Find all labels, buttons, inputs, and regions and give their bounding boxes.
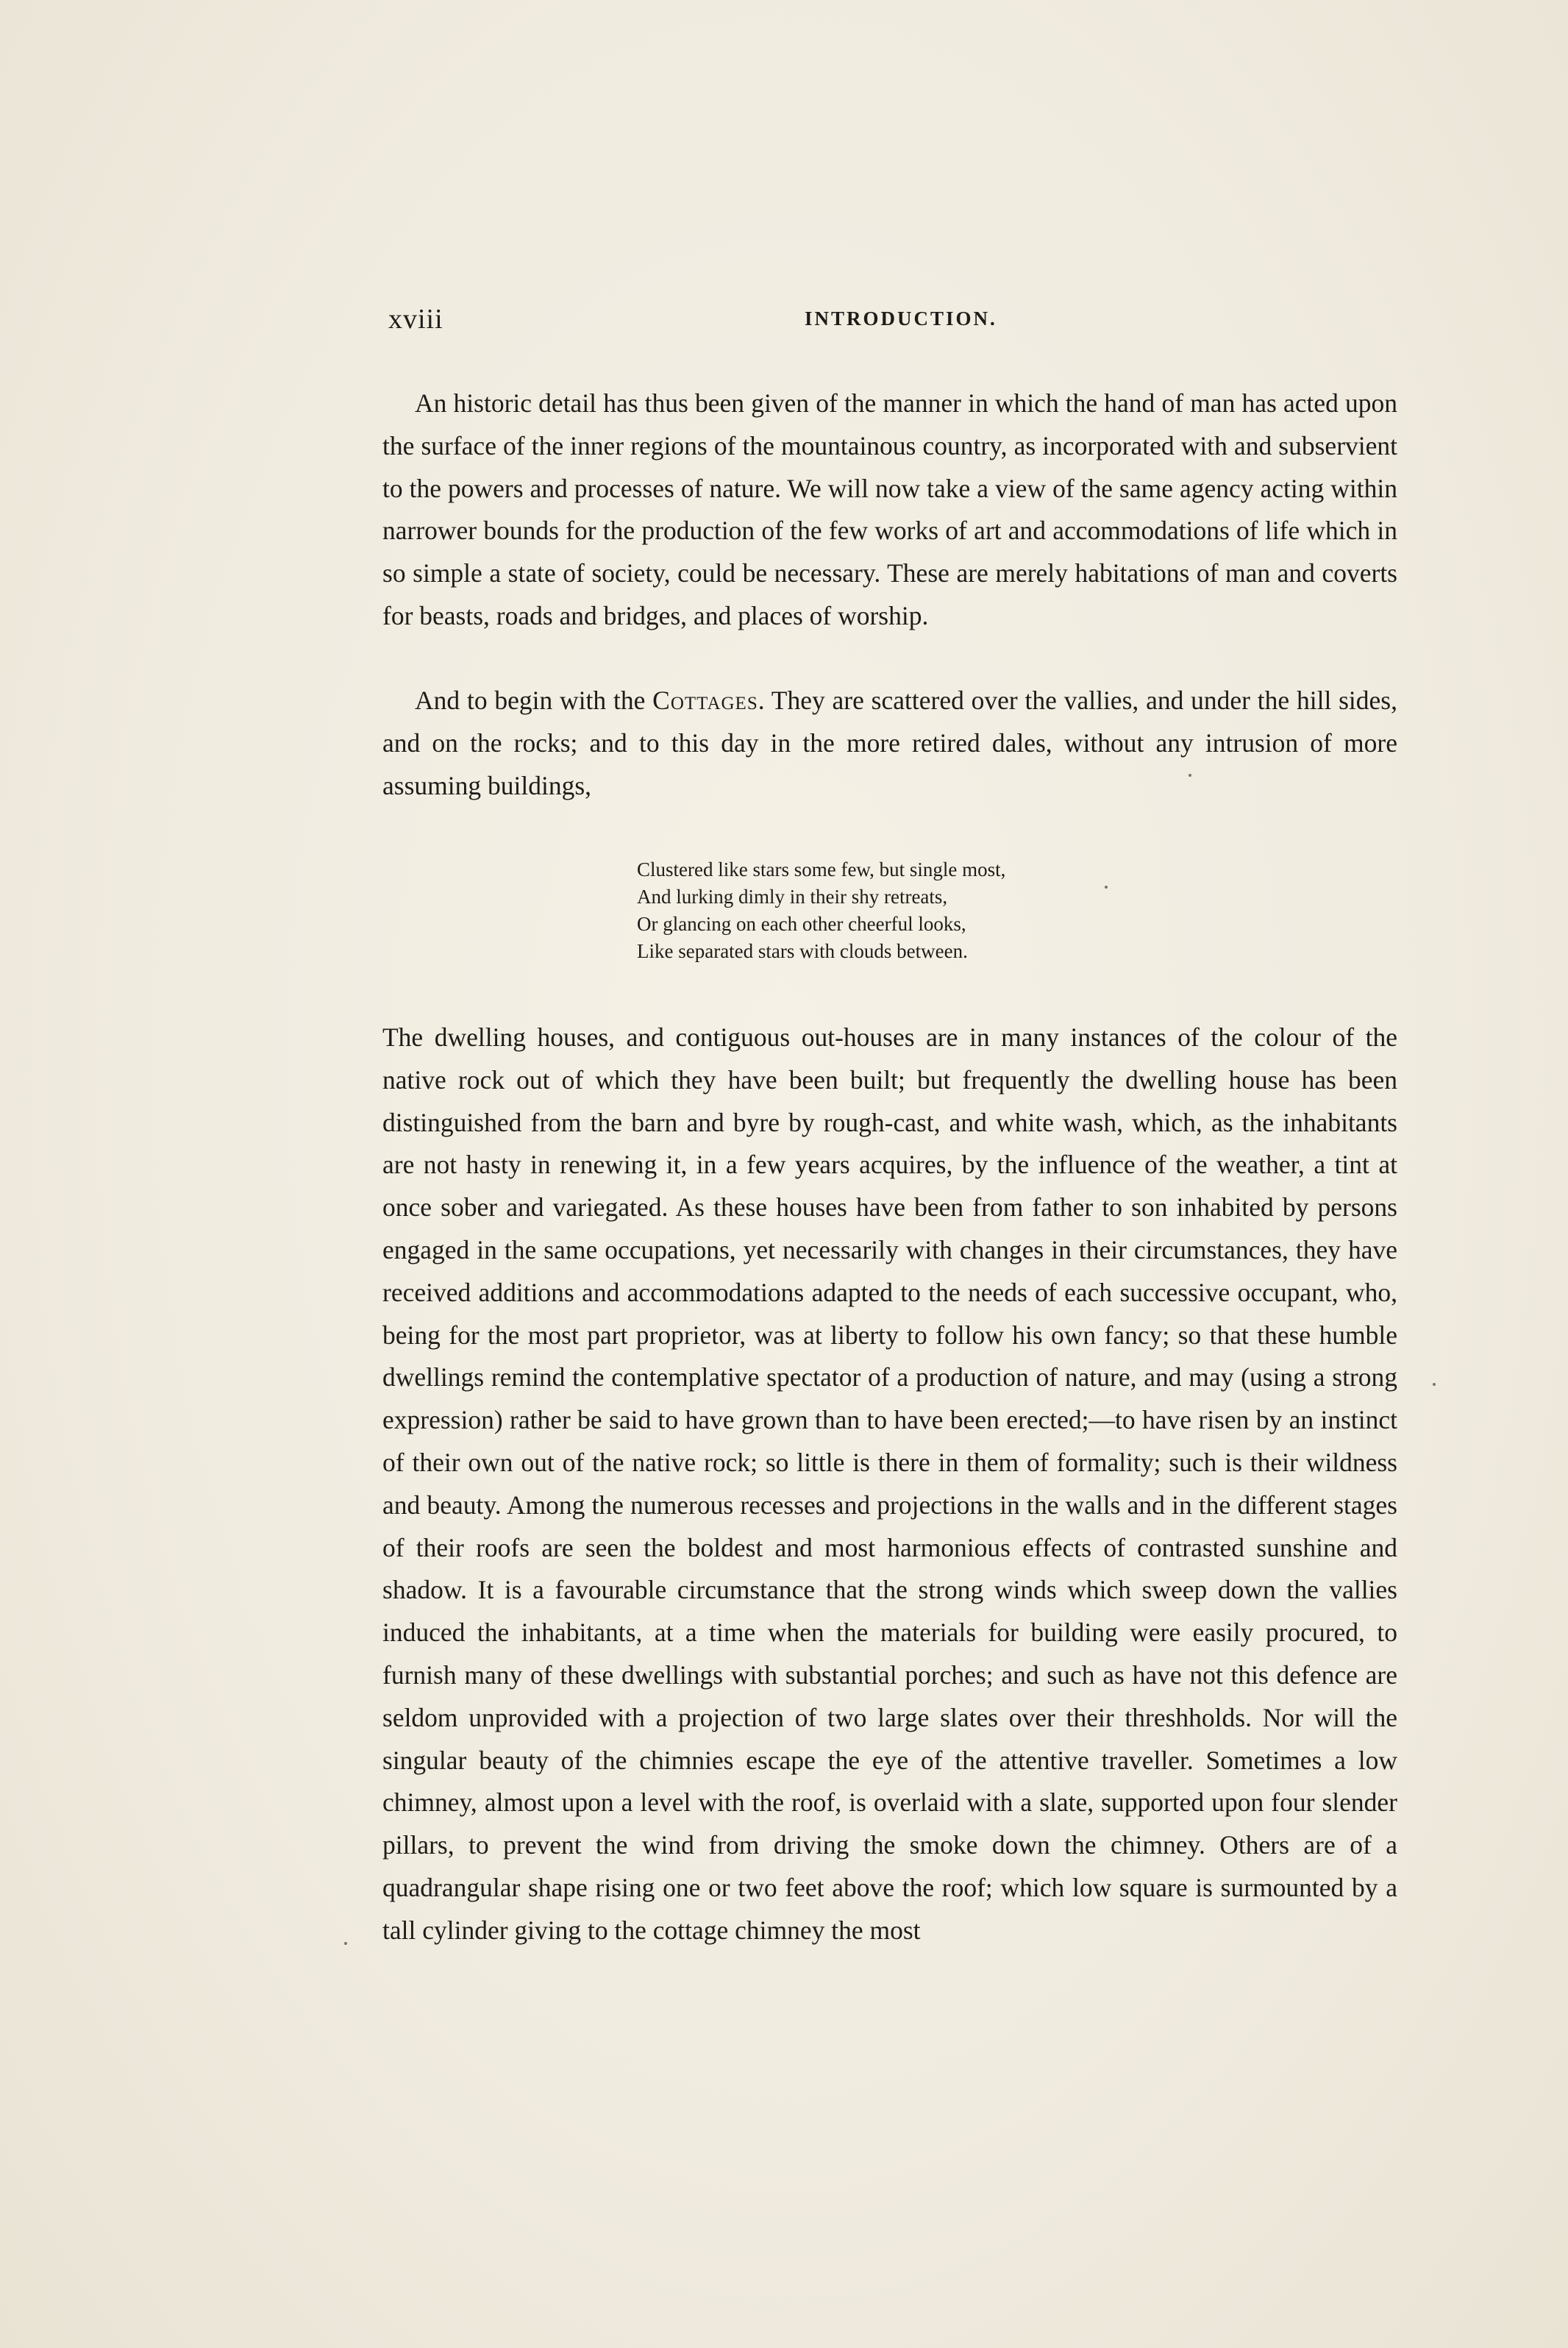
verse-line: Or glancing on each other cheerful looks,: [637, 913, 966, 935]
verse-line: Clustered like stars some few, but single most,: [637, 858, 1006, 880]
running-head: INTRODUCTION.: [805, 307, 997, 330]
paragraph-2: [382, 680, 1397, 807]
paragraph-2-lead: And to begin with the: [415, 686, 653, 715]
paragraph-2-text: [382, 680, 1397, 807]
page-number: xviii: [388, 304, 443, 335]
cottages-smallcaps: Cottages: [652, 686, 758, 715]
paragraph-1-text: An historic detail has thus been given of the manner in which the hand of man has acted upon the surface of the inner regions of the mountainous country, as incorporated with and subservient to the powers and processes of nature. We will now take a view of the same agency acting within narrower bounds for the production of the few works of art and accommodations of life which in so simple a state of society, could be necessary. These are merely habitations of man and coverts for beasts, roads and bridges, and places of worship.: [382, 388, 1397, 630]
paper-speck: [1105, 886, 1108, 889]
paragraph-1: [382, 383, 1397, 638]
verse-line: Like separated stars with clouds between.: [637, 940, 968, 962]
paragraph-3: [382, 1017, 1397, 1952]
paper-speck: [1189, 774, 1191, 777]
paragraph-2-rest: . They are scattered over the vallies, and under the hill sides, and on the rocks; and to this day in the more retired dales, without any intrusion of more assuming buildings,: [382, 686, 1397, 800]
verse-line: And lurking dimly in their shy retreats,: [637, 886, 948, 908]
verse-quotation: [637, 856, 1152, 965]
paper-speck: [1433, 1383, 1436, 1386]
page-header: [388, 303, 1397, 347]
paragraph-3-text: The dwelling houses, and contiguous out-houses are in many instances of the colour of the native rock out of which they have been built; but frequently the dwelling house has been distinguished from the barn and byre by rough-cast, and white wash, which, as the inhabitants are not hasty in renewing it, in a few years acquires, by the influence of the weather, a tint at once sober and variegated. As these houses have been from father to son inhabited by persons engaged in the same occupations, yet necessarily with changes in their circumstances, they have received additions and accommodations adapted to the needs of each successive occupant, who, being for the most part proprietor, was at liberty to follow his own fancy; so that these humble dwellings remind the contemplative spectator of a production of nature, and may (using a strong expression) rather be said to have grown than to have been erected;—to have risen by an instinct of their own out of the native rock; so little is there in them of formality; such is their wildness and beauty. Among the numerous recesses and projections in the walls and in the different stages of their roofs are seen the boldest and most harmonious effects of contrasted sunshine and shadow. It is a favourable circumstance that the strong winds which sweep down the vallies induced the inhabitants, at a time when the materials for building were easily procured, to furnish many of these dwellings with substantial porches; and such as have not this defence are seldom unprovided with a projection of two large slates over their threshholds. Nor will the singular beauty of the chimnies escape the eye of the attentive traveller. Sometimes a low chimney, almost upon a level with the roof, is overlaid with a slate, supported upon four slender pillars, to prevent the wind from driving the smoke down the chimney. Others are of a quadrangular shape rising one or two feet above the roof; which low square is surmounted by a tall cylinder giving to the cottage chimney the most: [382, 1022, 1397, 1945]
paper-speck: [344, 1942, 347, 1945]
